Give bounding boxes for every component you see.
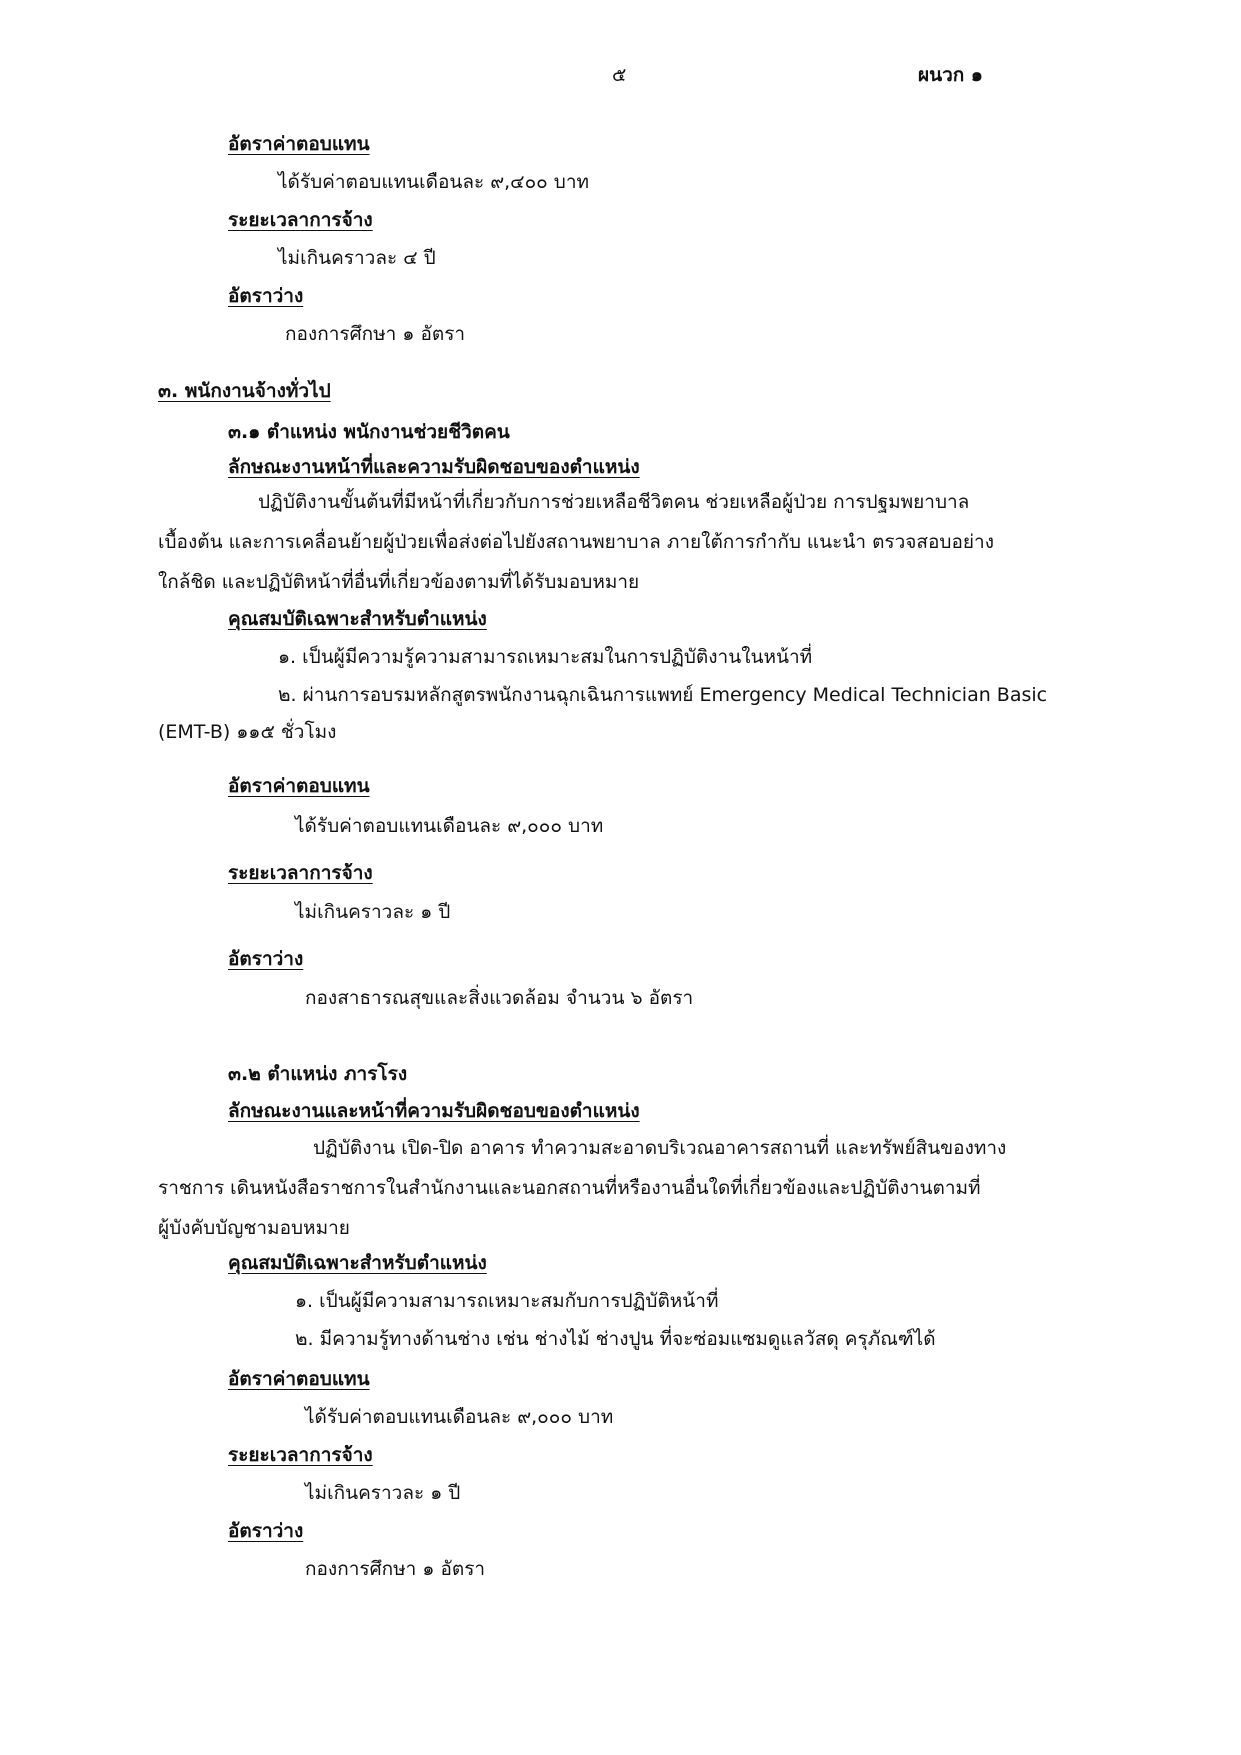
- vacancy-heading: อัตราว่าง: [228, 285, 304, 307]
- pay-text: ได้รับค่าตอบแทนเดือนละ ๙,๐๐๐ บาท: [295, 815, 604, 837]
- term-text: ไม่เกินคราวละ ๑ ปี: [295, 901, 451, 923]
- section-heading: ๓. พนักงานจ้างทั่วไป: [158, 380, 331, 402]
- pay-heading: อัตราค่าตอบแทน: [228, 133, 370, 155]
- term-text: ไม่เกินคราวละ ๑ ปี: [305, 1482, 461, 1504]
- pay-text: ได้รับค่าตอบแทนเดือนละ ๙,๔๐๐ บาท: [278, 171, 590, 193]
- duties-line: ปฏิบัติงานขั้นต้นที่มีหน้าที่เกี่ยวกับการช่วยเหลือชีวิตคน ช่วยเหลือผู้ป่วย การปฐมพยาบาล: [258, 491, 970, 513]
- vacancy-heading: อัตราว่าง: [228, 1520, 304, 1542]
- duties-line: ใกล้ชิด และปฏิบัติหน้าที่อื่นที่เกี่ยวข้องตามที่ได้รับมอบหมาย: [158, 571, 640, 593]
- qualification-item: ๒. มีความรู้ทางด้านช่าง เช่น ช่างไม้ ช่างปูน ที่จะซ่อมแซมดูแลวัสดุ ครุภัณฑ์ได้: [295, 1328, 936, 1350]
- term-heading: ระยะเวลาการจ้าง: [228, 209, 373, 231]
- duties-line: เบื้องต้น และการเคลื่อนย้ายผู้ป่วยเพื่อส่งต่อไปยังสถานพยาบาล ภายใต้การกำกับ แนะนำ ตรวจสอบอย่าง: [158, 531, 994, 553]
- pay-heading: อัตราค่าตอบแทน: [228, 1368, 370, 1390]
- qualification-item: ๑. เป็นผู้มีความสามารถเหมาะสมกับการปฏิบัติหน้าที่: [295, 1290, 719, 1312]
- page-number: ๕: [612, 64, 627, 86]
- pay-text: ได้รับค่าตอบแทนเดือนละ ๙,๐๐๐ บาท: [305, 1406, 614, 1428]
- qualification-item: ๑. เป็นผู้มีความรู้ความสามารถเหมาะสมในการปฏิบัติงานในหน้าที่: [278, 646, 813, 668]
- duties-heading: ลักษณะงานหน้าที่และความรับผิดชอบของตำแหน่ง: [228, 456, 640, 478]
- qualification-heading: คุณสมบัติเฉพาะสำหรับตำแหน่ง: [228, 1252, 487, 1274]
- pay-heading: อัตราค่าตอบแทน: [228, 775, 370, 797]
- vacancy-text: กองการศึกษา ๑ อัตรา: [305, 1558, 486, 1580]
- term-heading: ระยะเวลาการจ้าง: [228, 1444, 373, 1466]
- duties-paragraph: [158, 482, 1098, 602]
- duties-paragraph: [158, 1128, 1098, 1248]
- qualification-item: ๒. ผ่านการอบรมหลักสูตรพนักงานฉุกเฉินการแพทย์ Emergency Medical Technician Basic: [278, 684, 1048, 706]
- term-text: ไม่เกินคราวละ ๔ ปี: [278, 247, 436, 269]
- term-heading: ระยะเวลาการจ้าง: [228, 862, 373, 884]
- position-title: ๓.๑ ตำแหน่ง พนักงานช่วยชีวิตคน: [228, 421, 510, 443]
- annex-label: ผนวก ๑: [918, 64, 983, 86]
- duties-line: ผู้บังคับบัญชามอบหมาย: [158, 1217, 350, 1239]
- vacancy-text: กองการศึกษา ๑ อัตรา: [285, 323, 466, 345]
- duties-line: ปฏิบัติงาน เปิด-ปิด อาคาร ทำความสะอาดบริเวณอาคารสถานที่ และทรัพย์สินของทาง: [313, 1137, 1007, 1159]
- duties-heading: ลักษณะงานและหน้าที่ความรับผิดชอบของตำแหน่ง: [228, 1100, 640, 1122]
- vacancy-text: กองสาธารณสุขและสิ่งแวดล้อม จำนวน ๖ อัตรา: [305, 987, 694, 1009]
- duties-line: ราชการ เดินหนังสือราชการในสำนักงานและนอกสถานที่หรืองานอื่นใดที่เกี่ยวข้องและปฏิบัติงานตามที่: [158, 1177, 981, 1199]
- position-title: ๓.๒ ตำแหน่ง ภารโรง: [228, 1063, 408, 1085]
- vacancy-heading: อัตราว่าง: [228, 948, 304, 970]
- qualification-heading: คุณสมบัติเฉพาะสำหรับตำแหน่ง: [228, 608, 487, 630]
- qualification-item-continued: (EMT-B) ๑๑๕ ชั่วโมง: [158, 721, 337, 743]
